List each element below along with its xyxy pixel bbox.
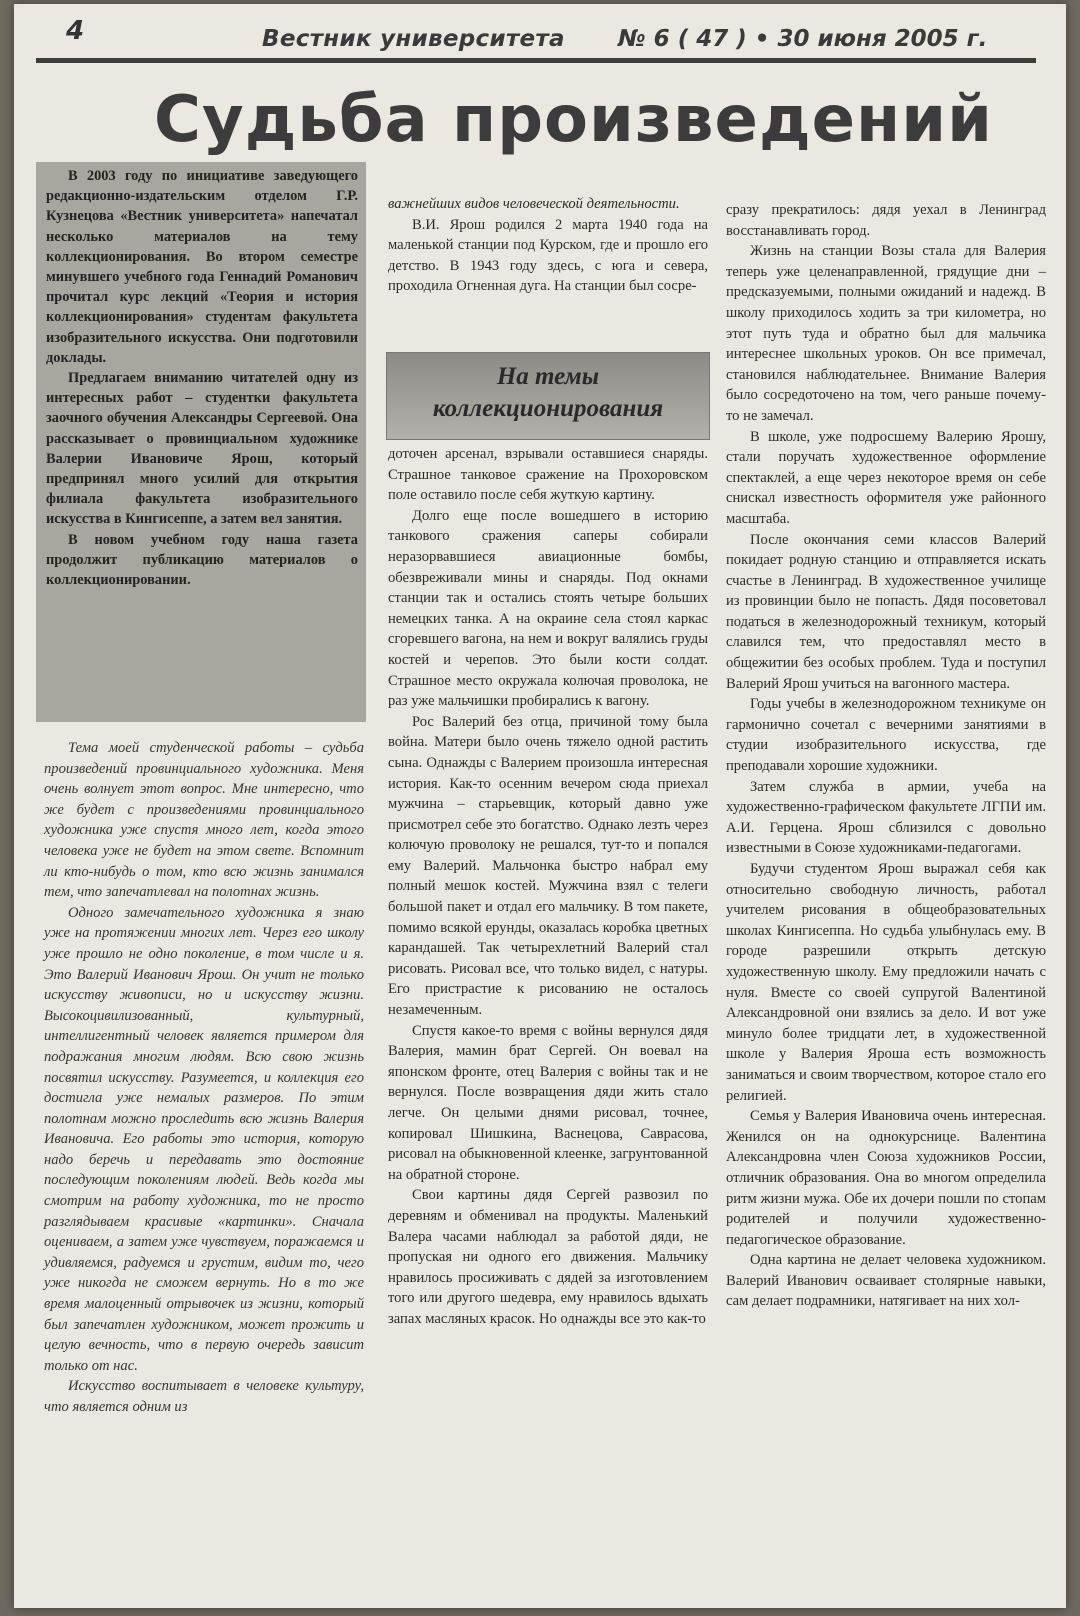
subheading-line-1: На темы — [496, 363, 600, 390]
paragraph: важнейших видов человеческой деятельности. — [388, 196, 680, 212]
issue-date: № 6 ( 47 ) • 30 июня 2005 г. — [618, 26, 988, 52]
newspaper-page — [14, 4, 1066, 1608]
headline: Судьба произведений — [154, 83, 993, 157]
paragraph: В.И. Ярош родился 2 марта 1940 года на маленькой станции под Курском, где и прошло его детство. В 1943 году здесь, с юга и севера, проходила Огненная дуга. На станции был сосре- — [388, 216, 708, 295]
paragraph: Годы учебы в железнодорожном техникуме он гармонично сочетал с вечерними занятиями в студии изобразительного искусства, где преподавали хорошие художники. — [726, 696, 1046, 775]
column-1 — [44, 738, 364, 1418]
column-3 — [726, 200, 1046, 1312]
paragraph: После окончания семи классов Валерий покидает родную станцию и отправляется искать счастье в Ленинград. В художественное училище из провинции было не попасть. Дядя посоветовал податься в железнодорожный техникум, который славился тем, что предоставлял место в общежитии без особых проблем. Туда и поступил Валерий Ярош учиться на вагонного мастера. — [726, 531, 1046, 692]
subheading-line-2: коллекционирования — [432, 395, 664, 422]
paragraph: Одна картина не делает человека художником. Валерий Иванович осваивает столярные навыки, сам делает подрамники, натягивает на них хол- — [726, 1252, 1046, 1310]
masthead — [36, 18, 1036, 63]
intro-paragraph: В новом учебном году наша газета продолжит публикацию материалов о коллекционировании. — [46, 531, 358, 589]
paragraph: Затем служба в армии, учеба на художественно-графическом факультете ЛГПИ им. А.И. Герцена. Ярош сблизился с довольно известными в Союзе художниками-педагогами. — [726, 778, 1046, 857]
intro-paragraph: Предлагаем вниманию читателей одну из интересных работ – студентки факультета заочного обучения Александры Сергеевой. Она рассказывает о провинциальном художнике Валерии Ивановиче Ярош, который предпринял много усилий для открытия филиала факультета изобразительного искусства в Кингисеппе, а затем вел занятия. — [46, 370, 358, 528]
column-2-top — [388, 194, 708, 297]
paragraph: Тема моей студенческой работы – судьба произведений провинциального художника. Меня очень волнует этот вопрос. Мне интересно, что же будет с произведениями провинциального художника уже спустя много лет, когда этого человека уже не будет на этом свете. Вспомнит ли кто-нибудь о том, кто всю жизнь занимался тем, что запечатлевал на полотнах жизнь. — [44, 740, 364, 901]
intro-box — [36, 162, 366, 722]
paragraph: В школе, уже подросшему Валерию Ярошу, стали поручать художественное оформление спектаклей, а еще через некоторое время он себе снискал известность оформителя уже районного масштаба. — [726, 428, 1046, 527]
page-number: 4 — [66, 16, 85, 46]
paragraph: Долго еще после вошедшего в историю танкового сражения саперы собирали неразорвавшиеся авиационные бомбы, обезвреживали мины и снаряды. Под окнами станции так и остались стоять четыре больших немецких танка. А на окраине села стоял каркас сгоревшего вагона, на нем и вокруг валялись груды костей и черепов. Это были кости солдат. Страшное место окружала колючая проволока, не раз уже мальчишки пробирались к вагону. — [388, 507, 708, 710]
paragraph: Искусство воспитывает в человеке культуру, что является одним из — [44, 1378, 364, 1415]
column-2-bottom — [388, 444, 708, 1330]
section-subheading — [386, 352, 710, 440]
intro-text — [46, 166, 358, 590]
paragraph: Спустя какое-то время с войны вернулся дядя Валерия, мамин брат Сергей. Он воевал на японском фронте, отец Валерия с войны так и не вернулся. После возвращения дяди жить стало легче. Он целыми днями рисовал, точнее, копировал Шишкина, Васнецова, Саврасова, рисовал на обыкновенной клеенке, загрунтованной на обратной стороне. — [388, 1022, 708, 1183]
paragraph: Будучи студентом Ярош выражал себя как относительно свободную личность, работал учителем рисования в общеобразовательных школах Кингисеппа. Но судьба улыбнулась ему. В городе разрешили открыть детскую художественную школу. Ему предложили начать с нуля. Вместе со своей супругой Валентиной Александровной они взялись за дело. И вот уже минуло более тридцати лет, в художественной школе у Валерия Яроша есть возможность заниматься и своим творчеством, которое стало его религией. — [726, 861, 1046, 1104]
paragraph: доточен арсенал, взрывали оставшиеся снаряды. Страшное танковое сражение на Прохоровском поле оставило после себя жуткую картину. — [388, 446, 708, 504]
paragraph: Одного замечательного художника я знаю уже на протяжении многих лет. Через его школу уже прошло не одно поколение, в том числе и я. Это Валерий Иванович Ярош. Он учит не только искусству живописи, но и искусству жизни. Высокоцивилизованный, культурный, интеллигентный человек является примером для подражания многим людям. Всю свою жизнь посвятил искусству. Разумеется, и коллекция его достигла уже немалых размеров. По этим полотнам можно проследить всю жизнь Валерия Ивановича. Его работы это история, которую надо беречь и передавать это достояние последующим поколениям людей. Ведь когда мы смотрим на работу художника, то не просто разглядываем красивые «картинки». Сначала оцениваем, а затем уже чувствуем, поражаемся и удивляемся, радуемся и грустим, видим то, чего уже никогда не сможем вернуть. Но в то же время малоценный отрывочек из жизни, который был запечатлен художником, может прожить и целую вечность, что в первую очередь зависит только от нас. — [44, 904, 364, 1374]
paragraph: Свои картины дядя Сергей развозил по деревням и обменивал на продукты. Маленький Валера часами наблюдал за работой дяди, не пропуская ни одного его движения. Мальчику нравилось просиживать с дядей за изготовлением того или другого шедевра, ему нравилось вдыхать запах масляных красок. Но однажды все это как-то — [388, 1187, 708, 1327]
paragraph: сразу прекратилось: дядя уехал в Ленинград восстанавливать город. — [726, 202, 1046, 239]
paragraph: Рос Валерий без отца, причиной тому была война. Матери было очень тяжело одной растить сына. Однажды с Валерием произошла интересная история. Как-то осенним вечером сюда приехал мужчина – старьевщик, который давно уже присмотрел себе это богатство. Однако лезть через колючую проволоку не решался, тут-то и попался ему Валерий. Мальчонка быстро набрал ему полный мешок костей. Мужчина взял с телеги большой пакет и отдал его мальчику. В том пакете, помимо всякой ерунды, оказалась коробка цветных карандашей. Так четырехлетний Валерий стал рисовать. Рисовал все, что только видел, с натуры. Его пристрастие к рисованию не осталось незамеченным. — [388, 713, 708, 1019]
paragraph: Жизнь на станции Возы стала для Валерия теперь уже целенаправленной, грядущие дни – предсказуемыми, полными ожиданий и надежд. В школу приходилось ходить за три километра, но этот путь туда и обратно был для мальчика интереснее школьных уроков. Он все примечал, становился наблюдательнее. Внимание Валерия было сосредоточено на том, чего раньше почему-то не замечал. — [726, 243, 1046, 424]
intro-paragraph: В 2003 году по инициативе заведующего редакционно-издательским отделом Г.Р. Кузнецова «Вестник университета» напечатал несколько материалов на тему коллекционирования. Во втором семестре минувшего учебного года Геннадий Романович прочитал курс лекций «Теория и история коллекционирования» студентам факультета изобразительного искусства. Они подготовили доклады. — [46, 168, 358, 366]
publication-name: Вестник университета — [262, 26, 565, 52]
paragraph: Семья у Валерия Ивановича очень интересная. Женился он на однокурснице. Валентина Александровна член Союза художников России, отличник образования. Она во многом определила ритм жизни мужа. Обе их дочери пошли по стопам родителей и получили художественно-педагогическое образование. — [726, 1108, 1046, 1248]
